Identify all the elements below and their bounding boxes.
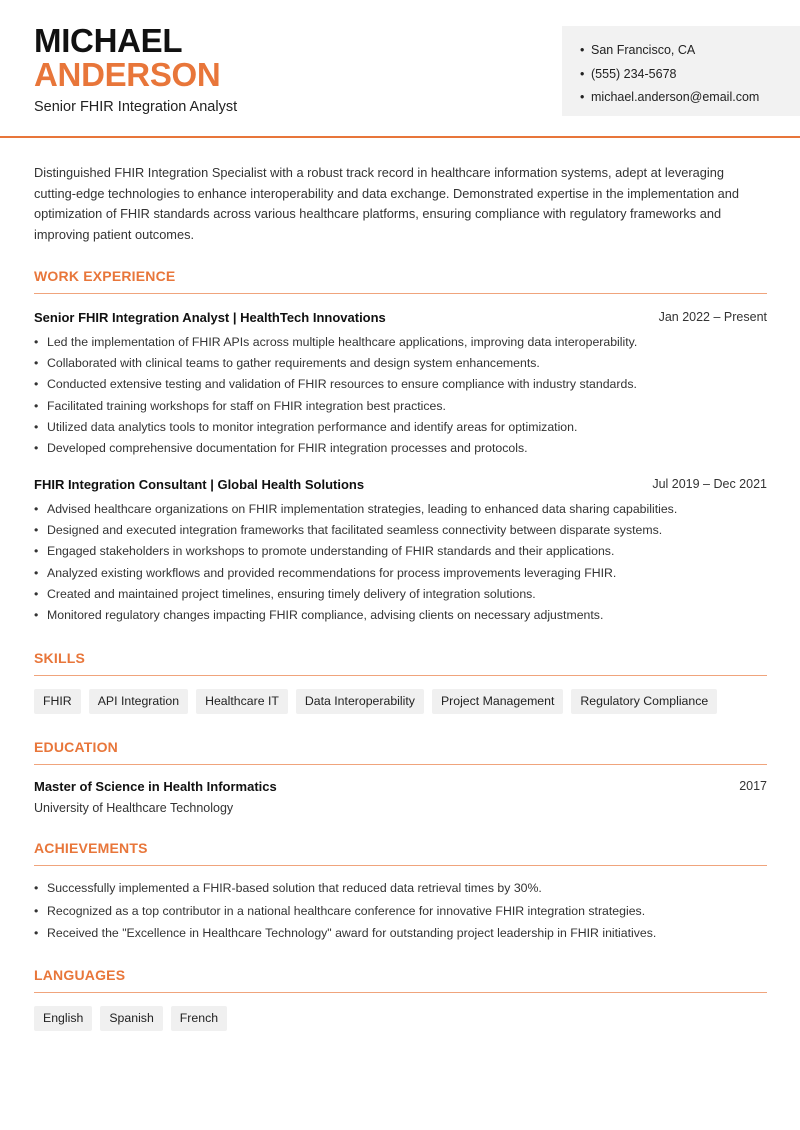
job-bullets	[34, 332, 767, 459]
list-item: • Facilitated training workshops for staff on FHIR integration best practices.	[34, 396, 767, 417]
job-dates: Jul 2019 – Dec 2021	[652, 477, 767, 491]
list-item: • Successfully implemented a FHIR-based solution that reduced data retrieval times by 30%.	[34, 877, 767, 900]
job-header	[34, 310, 767, 325]
last-name: ANDERSON	[34, 56, 221, 93]
contact-phone: • (555) 234-5678	[580, 63, 800, 87]
education-school: University of Healthcare Technology	[34, 801, 234, 815]
contact-location: • San Francisco, CA	[580, 39, 800, 63]
skill-tag: Project Management	[432, 689, 563, 714]
list-item: • Conducted extensive testing and validation of FHIR resources to ensure compliance with industry standards.	[34, 374, 767, 395]
skills-tags	[34, 689, 717, 714]
skill-tag: API Integration	[89, 689, 188, 714]
achievement-bullets	[34, 877, 767, 945]
full-name	[34, 24, 220, 92]
education-degree: Master of Science in Health Informatics	[34, 779, 277, 794]
section-title-languages: LANGUAGES	[34, 967, 767, 993]
list-item: • Monitored regulatory changes impacting FHIR compliance, advising clients on necessary adjustments.	[34, 605, 767, 626]
job-bullets	[34, 499, 767, 626]
list-item: • Engaged stakeholders in workshops to promote understanding of FHIR standards and their applications.	[34, 541, 767, 562]
job-role: Senior FHIR Integration Analyst | HealthTech Innovations	[34, 310, 386, 325]
list-item: • Designed and executed integration frameworks that facilitated seamless connectivity between disparate systems.	[34, 520, 767, 541]
skill-tag: FHIR	[34, 689, 81, 714]
list-item: • Utilized data analytics tools to monitor integration performance and identify areas for optimization.	[34, 417, 767, 438]
list-item: • Analyzed existing workflows and provided recommendations for process improvements leveraging FHIR.	[34, 563, 767, 584]
list-item: • Received the "Excellence in Healthcare Technology" award for outstanding project leadership in FHIR initiatives.	[34, 922, 767, 945]
list-item: • Collaborated with clinical teams to gather requirements and design system enhancements.	[34, 353, 767, 374]
contact-email: • michael.anderson@email.com	[580, 86, 800, 110]
section-title-achievements: ACHIEVEMENTS	[34, 840, 767, 866]
list-item: • Developed comprehensive documentation for FHIR integration processes and protocols.	[34, 438, 767, 459]
job-role: FHIR Integration Consultant | Global Health Solutions	[34, 477, 365, 492]
section-title-work-experience: WORK EXPERIENCE	[34, 268, 767, 294]
language-tags	[34, 1006, 227, 1031]
list-item: • Recognized as a top contributor in a national healthcare conference for innovative FHIR integration strategies.	[34, 900, 767, 923]
language-tag: English	[34, 1006, 92, 1031]
job-dates: Jan 2022 – Present	[658, 310, 767, 324]
skill-tag: Regulatory Compliance	[571, 689, 717, 714]
job-title: Senior FHIR Integration Analyst	[34, 99, 238, 115]
skill-tag: Data Interoperability	[296, 689, 424, 714]
list-item: • Created and maintained project timelines, ensuring timely delivery of integration solutions.	[34, 584, 767, 605]
list-item: • Advised healthcare organizations on FHIR implementation strategies, leading to enhanced data sharing capabilities.	[34, 499, 767, 520]
first-name: MICHAEL	[34, 22, 183, 59]
list-item: • Led the implementation of FHIR APIs across multiple healthcare applications, improving data interoperability.	[34, 332, 767, 353]
professional-summary: Distinguished FHIR Integration Specialist with a robust track record in healthcare information systems, adept at leveraging cutting-edge technologies to enhance interoperability and data exchange. Demonstrated expertise in the implementation and optimization of FHIR standards across various healthcare platforms, ensuring compliance with regulatory frameworks and improving patient outcomes.	[34, 165, 739, 243]
job-header	[34, 477, 767, 492]
education-year: 2017	[739, 779, 767, 793]
skill-tag: Healthcare IT	[196, 689, 288, 714]
education-entry	[34, 779, 767, 815]
resume-header	[0, 0, 800, 138]
contact-box	[562, 26, 800, 116]
section-title-skills: SKILLS	[34, 650, 767, 676]
language-tag: French	[171, 1006, 227, 1031]
section-title-education: EDUCATION	[34, 739, 767, 765]
language-tag: Spanish	[100, 1006, 162, 1031]
